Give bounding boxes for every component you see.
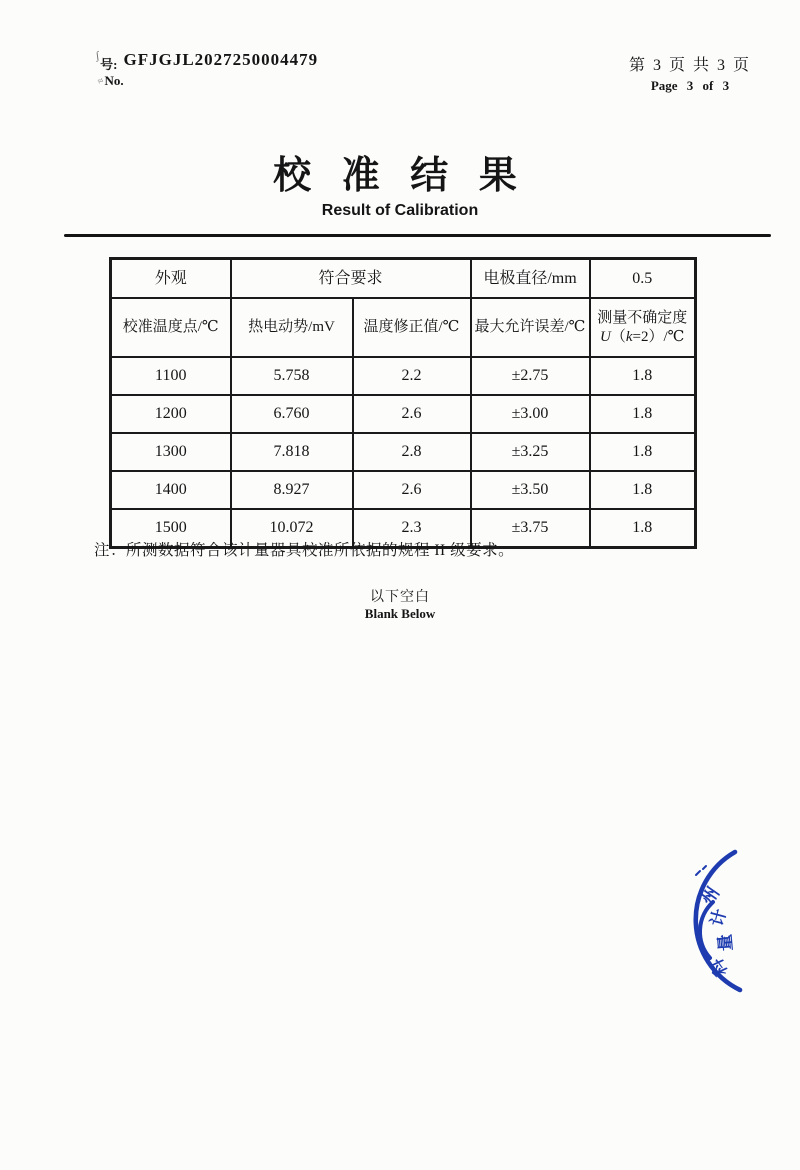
cell-emf: 7.818: [231, 433, 353, 471]
cell-max-error: ±3.75: [471, 509, 590, 548]
col-header-temperature: 校准温度点/℃: [111, 298, 231, 357]
seal-ink-mark: [696, 871, 700, 875]
page-number-cn: 第 3 页 共 3 页: [628, 57, 751, 74]
cell-emf: 5.758: [231, 357, 353, 395]
cell-correction: 2.6: [353, 471, 471, 509]
appearance-label: 外观: [111, 259, 231, 299]
cell-max-error: ±3.00: [471, 395, 590, 433]
cell-max-error: ±2.75: [471, 357, 590, 395]
certificate-number: GFJGJL2027250004479: [123, 50, 319, 69]
cell-temperature: 1500: [111, 509, 231, 548]
cell-emf: 6.760: [231, 395, 353, 433]
handwriting-mark: ≈: [95, 74, 106, 88]
cell-correction: 2.3: [353, 509, 471, 548]
page-number-block: [600, 52, 780, 94]
certificate-number-block: [96, 50, 318, 89]
cell-max-error: ±3.50: [471, 471, 590, 509]
cell-max-error: ±3.25: [471, 433, 590, 471]
seal-char: 州: [697, 883, 724, 909]
cell-uncertainty: 1.8: [590, 509, 696, 548]
cert-no-label-en: No.: [104, 73, 124, 88]
cell-correction: 2.2: [353, 357, 471, 395]
cell-uncertainty: 1.8: [590, 433, 696, 471]
table-row: [111, 395, 696, 433]
table-row: [111, 433, 696, 471]
table-row: [111, 471, 696, 509]
official-seal-stamp-icon: [683, 838, 778, 998]
uncertainty-header-line1: 测量不确定度: [597, 309, 688, 326]
seal-char: 计: [707, 906, 731, 929]
table-row-appearance: [111, 259, 696, 299]
cell-uncertainty: 1.8: [590, 471, 696, 509]
page-title-cn: 校 准 结 果: [273, 155, 527, 197]
blank-below-cn: 以下空白: [370, 590, 430, 605]
page-number-en: Page 3 of 3: [650, 78, 730, 93]
col-header-max-error: 最大允许误差/℃: [471, 298, 590, 357]
cell-uncertainty: 1.8: [590, 395, 696, 433]
seal-char: 量: [715, 933, 736, 952]
electrode-diameter-label: 电极直径/mm: [471, 259, 590, 299]
cell-emf: 10.072: [231, 509, 353, 548]
col-header-correction: 温度修正值/℃: [353, 298, 471, 357]
appearance-value: 符合要求: [231, 259, 471, 299]
cell-temperature: 1400: [111, 471, 231, 509]
cell-temperature: 1300: [111, 433, 231, 471]
cell-temperature: 1200: [111, 395, 231, 433]
cell-correction: 2.8: [353, 433, 471, 471]
cell-temperature: 1100: [111, 357, 231, 395]
cert-no-label-cn: 号:: [100, 57, 118, 72]
col-header-uncertainty: [590, 298, 696, 357]
page-title-en: Result of Calibration: [321, 202, 479, 219]
col-header-emf: 热电动势/mV: [231, 298, 353, 357]
header-divider-line: [64, 234, 771, 237]
note-text: 注：所测数据符合该计量器具校准所依据的规程 II 级要求。: [94, 542, 515, 559]
blank-below-en: Blank Below: [364, 606, 436, 621]
uncertainty-header-line2: U（k=2）/℃: [600, 328, 685, 345]
electrode-diameter-value: 0.5: [590, 259, 696, 299]
cell-uncertainty: 1.8: [590, 357, 696, 395]
calibration-results-table: [109, 257, 697, 549]
cell-correction: 2.6: [353, 395, 471, 433]
handwriting-mark: ʃ: [94, 49, 101, 63]
table-row: [111, 357, 696, 395]
cell-emf: 8.927: [231, 471, 353, 509]
seal-char: 科: [706, 955, 732, 980]
table-header-row: [111, 298, 696, 357]
seal-ink-mark: [703, 866, 706, 869]
